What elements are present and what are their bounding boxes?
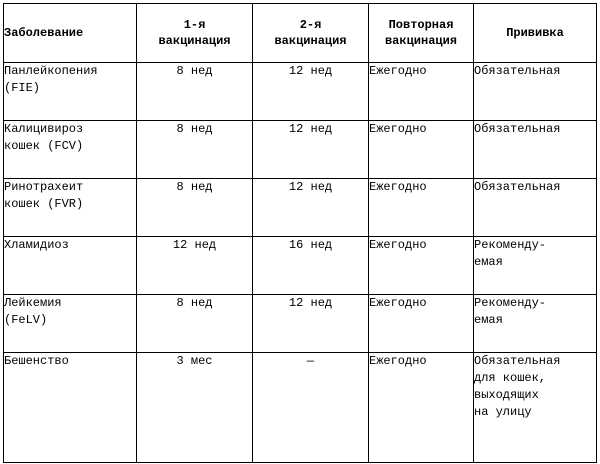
header-vaccine-status: Прививка bbox=[474, 4, 597, 63]
repeat-vaccination-cell: Ежегодно bbox=[369, 179, 474, 237]
vaccine-status-cell: Обязательная bbox=[474, 121, 597, 179]
disease-cell: Лейкемия (FeLV) bbox=[4, 295, 137, 353]
vaccine-status-cell: Обязательная bbox=[474, 63, 597, 121]
header-repeat-vaccination: Повторная вакцинация bbox=[369, 4, 474, 63]
table-row bbox=[4, 179, 597, 237]
repeat-vaccination-cell: Ежегодно bbox=[369, 63, 474, 121]
first-vaccination-cell: 8 нед bbox=[137, 179, 253, 237]
first-vaccination-cell: 12 нед bbox=[137, 237, 253, 295]
disease-cell: Ринотрахеит кошек (FVR) bbox=[4, 179, 137, 237]
table-row bbox=[4, 295, 597, 353]
table-row bbox=[4, 63, 597, 121]
second-vaccination-cell: 12 нед bbox=[253, 63, 369, 121]
repeat-vaccination-cell: Ежегодно bbox=[369, 237, 474, 295]
table-row bbox=[4, 353, 597, 463]
second-vaccination-cell: 12 нед bbox=[253, 121, 369, 179]
vaccination-table bbox=[3, 3, 597, 463]
disease-cell: Бешенство bbox=[4, 353, 137, 463]
second-vaccination-cell: 16 нед bbox=[253, 237, 369, 295]
first-vaccination-cell: 8 нед bbox=[137, 63, 253, 121]
disease-cell: Панлейкопения (FIE) bbox=[4, 63, 137, 121]
first-vaccination-cell: 8 нед bbox=[137, 295, 253, 353]
repeat-vaccination-cell: Ежегодно bbox=[369, 295, 474, 353]
vaccine-status-cell: Обязательная для кошек, выходящих на улицу bbox=[474, 353, 597, 463]
repeat-vaccination-cell: Ежегодно bbox=[369, 353, 474, 463]
vaccine-status-cell: Обязательная bbox=[474, 179, 597, 237]
header-first-vaccination: 1-я вакцинация bbox=[137, 4, 253, 63]
disease-cell: Калицивироз кошек (FCV) bbox=[4, 121, 137, 179]
vaccine-status-cell: Рекоменду- емая bbox=[474, 295, 597, 353]
header-second-vaccination: 2-я вакцинация bbox=[253, 4, 369, 63]
table-header-row bbox=[4, 4, 597, 63]
repeat-vaccination-cell: Ежегодно bbox=[369, 121, 474, 179]
second-vaccination-cell: 12 нед bbox=[253, 295, 369, 353]
second-vaccination-cell: — bbox=[253, 353, 369, 463]
second-vaccination-cell: 12 нед bbox=[253, 179, 369, 237]
vaccine-status-cell: Рекоменду- емая bbox=[474, 237, 597, 295]
table-row bbox=[4, 237, 597, 295]
table-row bbox=[4, 121, 597, 179]
first-vaccination-cell: 8 нед bbox=[137, 121, 253, 179]
first-vaccination-cell: 3 мес bbox=[137, 353, 253, 463]
disease-cell: Хламидиоз bbox=[4, 237, 137, 295]
header-disease: Заболевание bbox=[4, 4, 137, 63]
